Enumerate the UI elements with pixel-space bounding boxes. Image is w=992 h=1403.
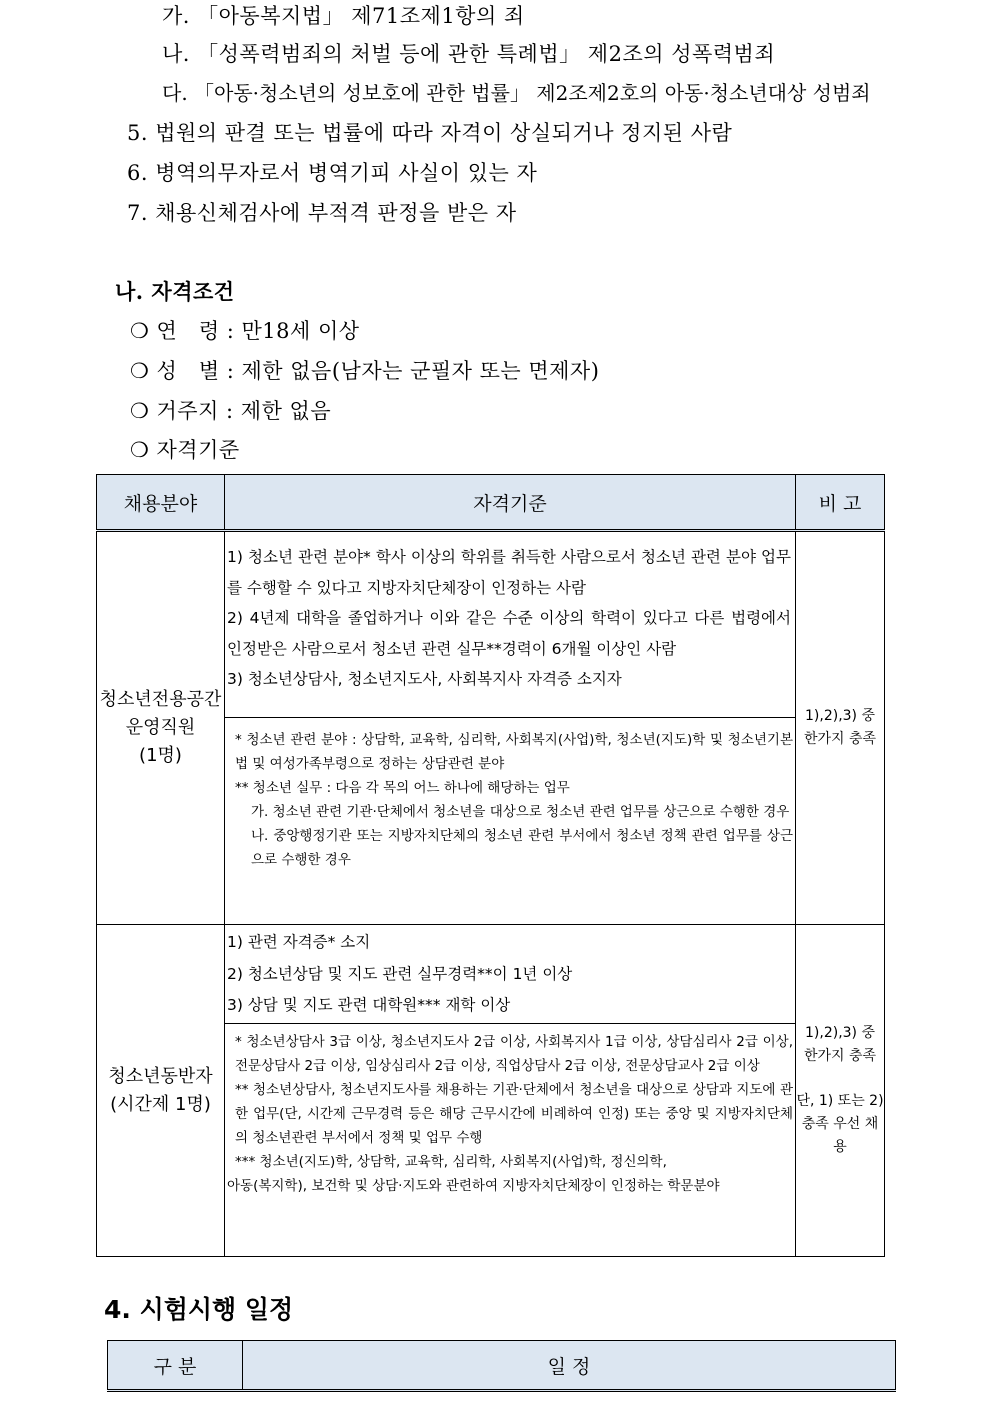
criteria-cell [225,925,796,1024]
qualification-criteria-label: ❍ 자격기준 [130,438,240,462]
footnote-item: ** 청소년상담사, 청소년지도사를 채용하는 기관·단체에서 청소년을 대상으로 상담과 지도에 관한 업무(단, 시간제 근무경력 등은 해당 근무시간에 비례하여 인정) 또는 중앙 및 지방자치단체의 청소년관련 부서에서 정책 및 업무 수행 [235,1082,793,1146]
criteria-item: 3) 상담 및 지도 관련 대학원*** 재학 이상 [227,996,511,1014]
footnote-item: * 청소년상담사 3급 이상, 청소년지도사 2급 이상, 사회복지사 1급 이상, 상담심리사 2급 이상, 전문상담사 2급 이상, 임상심리사 2급 이상, 직업상담사 2급 이상, 전문상담교사 2급 이상 [235,1034,793,1074]
footnote-item: 나. 중앙행정기관 또는 지방자치단체의 청소년 관련 부서에서 청소년 정책 관련 업무를 상근으로 수행한 경우 [251,828,793,868]
note-text: 한가지 충족 [803,731,877,747]
note-cell [796,531,885,925]
law-item-na: 나. 「성폭력범죄의 처벌 등에 관한 특례법」 제2조의 성폭력범죄 [162,42,776,66]
qualification-residence: ❍ 거주지 : 제한 없음 [130,399,332,423]
note-text: 충족 우선 채용 [801,1116,879,1155]
header-note: 비 고 [796,475,885,531]
footnote-item: 가. 청소년 관련 기관·단체에서 청소년을 대상으로 청소년 관련 업무를 상근으로 수행한 경우 [251,804,790,820]
disqualification-item-5: 5. 법원의 판결 또는 법률에 따라 자격이 상실되거나 정지된 사람 [127,121,733,145]
law-item-ga: 가. 「아동복지법」 제71조제1항의 죄 [162,4,525,28]
note-cell [796,925,885,1257]
criteria-table-header [97,475,885,531]
footnote-item: 아동(복지학), 보건학 및 상담·지도와 관련하여 지방자치단체장이 인정하는 학문분야 [227,1178,720,1194]
schedule-table-header [108,1341,896,1391]
field-label: 운영직원 [125,717,196,738]
criteria-item: 2) 청소년상담 및 지도 관련 실무경력**이 1년 이상 [227,964,573,983]
header-field: 채용분야 [97,475,225,531]
criteria-cell [225,531,796,718]
field-label: (시간제 1명) [110,1093,211,1115]
header-schedule: 일 정 [243,1341,896,1391]
note-text: 1),2),3) 중 [805,708,875,724]
field-cell-youth-companion [97,925,225,1257]
footnote-cell [225,718,796,925]
disqualification-item-6: 6. 병역의무자로서 병역기피 사실이 있는 자 [127,161,538,185]
footnote-cell [225,1024,796,1257]
field-label: (1명) [139,745,182,766]
criteria-table [96,474,885,1257]
note-text: 한가지 충족 [803,1048,877,1064]
criteria-item: 3) 청소년상담사, 청소년지도사, 사회복지사 자격증 소지자 [227,670,622,688]
field-label: 청소년전용공간 [99,689,222,710]
note-text: 단, 1) 또는 2) [796,1093,884,1109]
disqualification-item-7: 7. 채용신체검사에 부적격 판정을 받은 자 [127,201,517,225]
table-row [97,925,885,1024]
qualification-gender: ❍ 성 별 : 제한 없음(남자는 군필자 또는 면제자) [130,359,600,383]
criteria-item: 1) 관련 자격증* 소지 [227,933,371,951]
field-label: 청소년동반자 [108,1065,213,1087]
header-criteria: 자격기준 [225,475,796,531]
footnote-item: *** 청소년(지도)학, 상담학, 교육학, 심리학, 사회복지(사업)학, 정신의학, [235,1154,667,1170]
section-title-exam-schedule: 4. 시험시행 일정 [104,1295,294,1324]
header-category: 구 분 [108,1341,243,1391]
criteria-item: 2) 4년제 대학을 졸업하거나 이와 같은 수준 이상의 학력이 있다고 다른 법령에서 인정받은 사람으로서 청소년 관련 실무**경력이 6개월 이상인 사람 [227,609,791,658]
footnote-item: * 청소년 관련 분야 : 상담학, 교육학, 심리학, 사회복지(사업)학, 청소년(지도)학 및 청소년기본법 및 여성가족부령으로 정하는 상담관련 분야 [235,732,793,772]
law-item-da: 다. 「아동·청소년의 성보호에 관한 법률」 제2조제2호의 아동·청소년대상 성범죄 [162,81,871,105]
schedule-table [107,1340,896,1392]
criteria-item: 1) 청소년 관련 분야* 학사 이상의 학위를 취득한 사람으로서 청소년 관련 분야 업무를 수행할 수 있다고 지방자치단체장이 인정하는 사람 [227,548,791,597]
footnote-item: ** 청소년 실무 : 다음 각 목의 어느 하나에 해당하는 업무 [235,780,570,796]
section-heading-qualifications: 나. 자격조건 [115,279,235,304]
table-row [97,531,885,718]
note-text: 1),2),3) 중 [805,1025,875,1041]
field-cell-space-staff [97,531,225,925]
qualification-age: ❍ 연 령 : 만18세 이상 [130,319,360,343]
